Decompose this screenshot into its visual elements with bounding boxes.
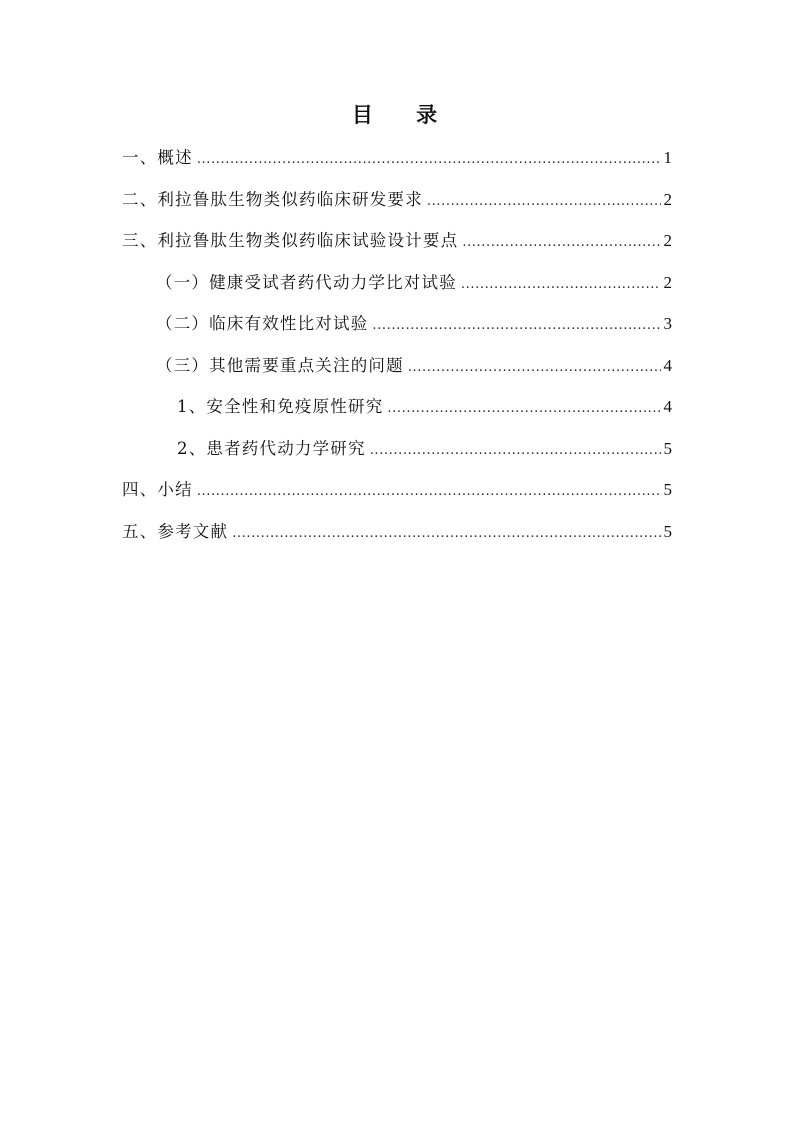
table-of-contents bbox=[122, 142, 672, 557]
toc-page-number: 5 bbox=[663, 480, 672, 499]
toc-page-number: 2 bbox=[663, 231, 672, 250]
toc-leader-dots bbox=[197, 144, 661, 176]
toc-leader-dots bbox=[408, 352, 661, 384]
toc-entry-label: （二）临床有效性比对试验 bbox=[156, 314, 369, 333]
toc-leader-dots bbox=[370, 435, 661, 467]
toc-page-number: 4 bbox=[663, 355, 672, 375]
toc-entry-label: 三、利拉鲁肽生物类似药临床试验设计要点 bbox=[122, 231, 459, 250]
toc-entry-label: （三）其他需要重点关注的问题 bbox=[156, 355, 404, 375]
toc-entry-efficacy-comparison[interactable] bbox=[122, 308, 672, 350]
toc-page-number: 2 bbox=[663, 272, 672, 292]
toc-title: 目 录 bbox=[351, 102, 456, 127]
toc-entry-label: 五、参考文献 bbox=[122, 521, 229, 541]
toc-page-number: 1 bbox=[663, 148, 672, 167]
toc-leader-dots bbox=[232, 518, 660, 550]
toc-entry-label: 2、患者药代动力学研究 bbox=[177, 438, 366, 458]
toc-entry-label: （一）健康受试者药代动力学比对试验 bbox=[156, 272, 457, 292]
toc-entry-safety-immunogenicity[interactable] bbox=[122, 391, 672, 433]
toc-leader-dots bbox=[372, 310, 660, 342]
toc-page-number: 5 bbox=[663, 521, 672, 541]
toc-leader-dots bbox=[462, 227, 660, 259]
toc-entry-label: 四、小结 bbox=[122, 480, 193, 499]
toc-entry-other-issues[interactable] bbox=[122, 350, 672, 392]
toc-entry-label: 1、安全性和免疫原性研究 bbox=[177, 397, 384, 416]
toc-leader-dots bbox=[427, 186, 661, 218]
toc-page-number: 2 bbox=[663, 189, 672, 209]
toc-page-number: 5 bbox=[663, 438, 672, 458]
toc-entry-summary[interactable] bbox=[122, 474, 672, 516]
toc-entry-label: 二、利拉鲁肽生物类似药临床研发要求 bbox=[122, 189, 423, 209]
toc-leader-dots bbox=[197, 476, 661, 508]
toc-entry-trial-design[interactable] bbox=[122, 225, 672, 267]
toc-leader-dots bbox=[387, 393, 660, 425]
toc-entry-clinical-requirements[interactable] bbox=[122, 184, 672, 226]
toc-leader-dots bbox=[461, 269, 661, 301]
toc-entry-label: 一、概述 bbox=[122, 148, 193, 167]
toc-page-number: 3 bbox=[663, 314, 672, 333]
toc-entry-references[interactable] bbox=[122, 516, 672, 558]
toc-entry-overview[interactable] bbox=[122, 142, 672, 184]
toc-page-number: 4 bbox=[663, 397, 672, 416]
toc-entry-patient-pk[interactable] bbox=[122, 433, 672, 475]
toc-entry-pk-comparison[interactable] bbox=[122, 267, 672, 309]
